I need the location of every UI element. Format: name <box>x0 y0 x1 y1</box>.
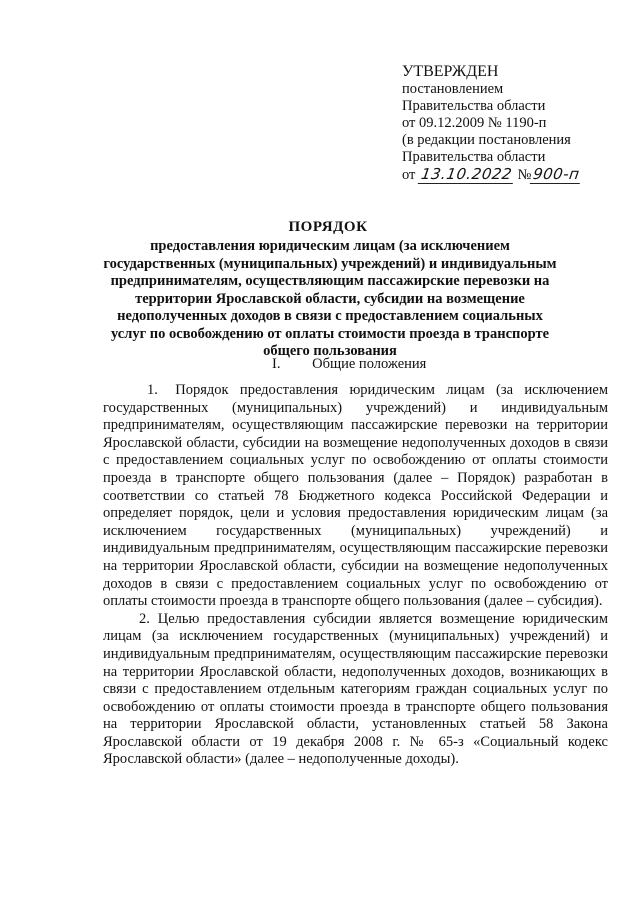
section-number: I. <box>272 356 281 372</box>
approval-line: Правительства области <box>402 98 546 114</box>
paragraph-text: Порядок предоставления юридическим лицам (за исключением государственных (муниципальных) учреждений) и индивидуальным предпринимателям, осуществляющим пассажирские перевозки на территории Ярославской области, субсидии на возмещение недополученных доходов в связи с предоставлением социальных услуг по освобождению от оплаты стоимости проезда в транспорте общего пользования (далее – Порядок) разработан в соответствии со статьей 78 Бюджетного кодекса Российской Федерации и определяет порядок, цели и условия предоставления юридическим лицам (за исключением государственных (муниципальных) учреждений) и индивидуальным предпринимателям, осуществляющим пассажирские перевозки на территории Ярославской области, субсидии на возмещение недополученных доходов в связи с предоставлением социальных услуг по освобождению от оплаты стоимости проезда в транспорте общего пользования (далее – субсидия). <box>103 382 609 610</box>
section-heading <box>272 356 426 373</box>
approval-line: Правительства области <box>402 149 546 165</box>
paragraph <box>103 611 608 769</box>
paragraph-text: Целью предоставления субсидии является возмещение юридическим лицам (за исключением государственных (муниципальных) учреждений) и индивидуальным предпринимателям, осуществляющим пассажирские перевозки на территории Ярославской области, недополученных доходов, возникающих в связи с предоставлением отдельным категориям граждан социальных услуг по освобождению от оплаты стоимости проезда в транспорте общего пользования на территории Ярославской области, установленных статьей 58 Закона Ярославской области от 19 декабря 2008 г. № 65-з «Социальный кодекс Ярославской области» (далее – недополученные доходы). <box>103 610 608 768</box>
document-subtitle: предоставления юридическим лицам (за исключением государственных (муниципальных) учреждений) и индивидуальным предпринимателям, осуществляющим пассажирские перевозки на территории Ярославской области, субсидии на возмещение недополученных доходов в связи с предоставлением социальных услуг по освобождению от оплаты стоимости проезда в транспорте общего пользования <box>103 238 557 359</box>
approval-line: постановлением <box>402 81 504 97</box>
document-title: ПОРЯДОК <box>288 219 368 235</box>
section-title: Общие положения <box>312 356 427 372</box>
paragraph <box>103 382 608 611</box>
approval-stamp-block <box>402 62 622 184</box>
paragraph-number: 2. <box>139 610 150 627</box>
date-prefix: от <box>402 167 416 183</box>
approval-line: (в редакции постановления <box>402 132 571 148</box>
handwritten-number: 900-п <box>530 166 583 184</box>
approval-heading: УТВЕРЖДЕН <box>402 63 499 80</box>
paragraph-number: 1. <box>147 382 158 398</box>
approval-date-line <box>402 166 622 184</box>
document-body <box>103 382 608 769</box>
number-prefix: № <box>517 167 532 183</box>
approval-line: от 09.12.2009 № 1190-п <box>402 115 547 131</box>
handwritten-date: 13.10.2022 <box>418 166 515 184</box>
